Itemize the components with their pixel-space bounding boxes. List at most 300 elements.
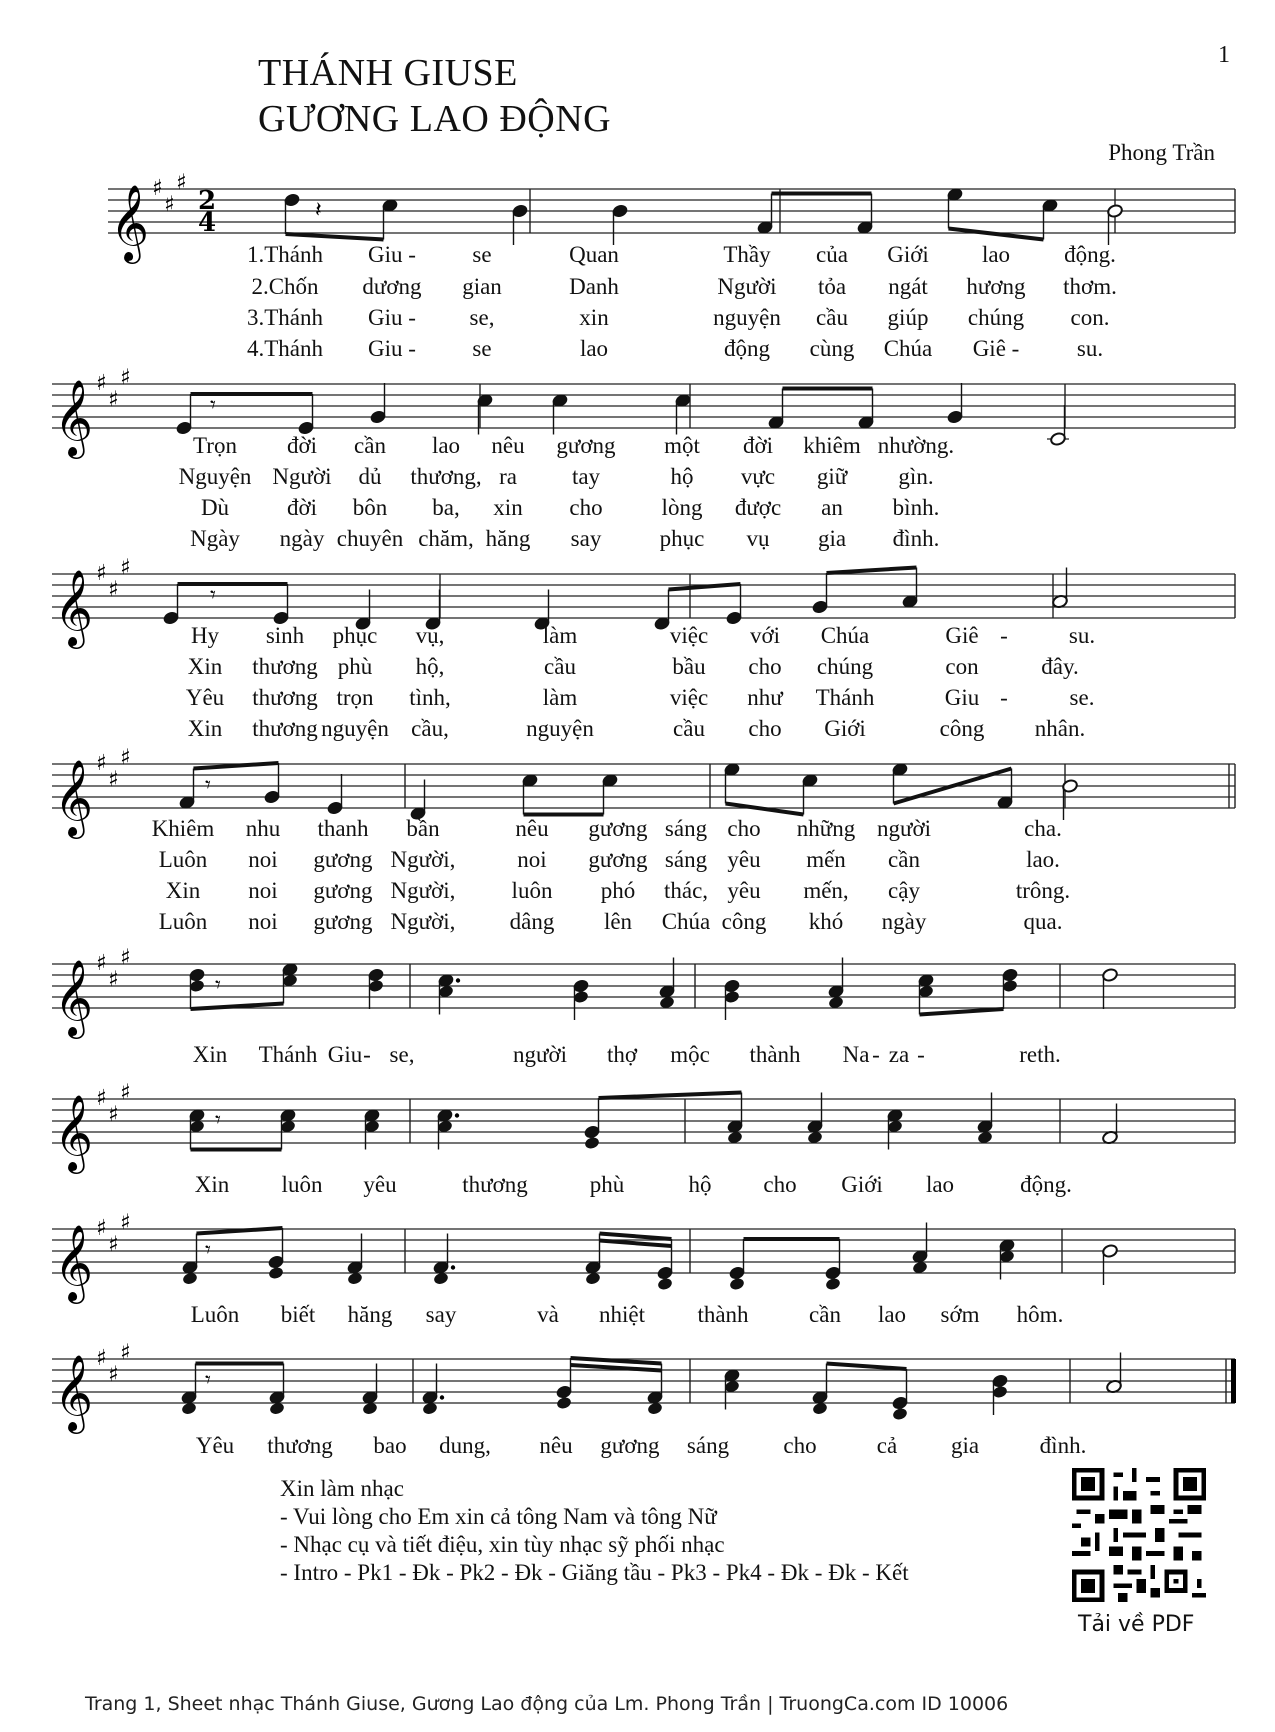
lyric-syllable: luôn xyxy=(511,878,553,903)
lyric-syllable: cho xyxy=(783,1433,817,1458)
lyric-syllable: dung, xyxy=(439,1433,491,1458)
sharp-sign: ♯ xyxy=(108,577,119,603)
lyric-syllable: lao xyxy=(925,1172,955,1197)
lyric-syllable: cần xyxy=(354,433,386,458)
lyric-syllable: phù xyxy=(589,1172,625,1197)
lyric-syllable: người xyxy=(512,1042,568,1067)
lyric-syllable: nhân. xyxy=(1034,716,1086,741)
lyric-syllable: gương xyxy=(588,816,648,841)
lyric-syllable: con. xyxy=(1070,305,1110,330)
lyric-syllable: ngày xyxy=(279,526,325,551)
qr-code[interactable] xyxy=(1072,1468,1206,1602)
lyric-syllable: 1.Thánh xyxy=(246,242,324,267)
lyric-syllable: Thánh xyxy=(258,1042,318,1067)
treble-clef: 𝄞 xyxy=(110,184,150,261)
lyric-syllable: những xyxy=(796,816,856,841)
title-line-2: GƯƠNG LAO ĐỘNG xyxy=(258,98,612,140)
lyric-syllable: chúng xyxy=(816,654,874,679)
sharp-sign: ♯ xyxy=(152,176,163,201)
lyric-line xyxy=(0,1431,1275,1461)
lyric-syllable: se, xyxy=(469,305,495,330)
lyric-syllable: tay xyxy=(571,464,601,489)
lyric-syllable: Xin xyxy=(187,654,223,679)
lyric-syllable: vụ xyxy=(746,526,770,551)
performance-notes xyxy=(280,1475,909,1587)
lyric-syllable: - xyxy=(917,1042,925,1067)
lyric-syllable: say xyxy=(425,1302,457,1327)
lyric-syllable: một xyxy=(664,433,700,458)
lyric-line xyxy=(0,272,1275,302)
lyric-syllable: gương xyxy=(313,878,373,903)
lyric-syllable: Giu - xyxy=(368,242,416,267)
lyric-syllable: dâng xyxy=(509,909,555,934)
lyric-syllable: Nguyện xyxy=(178,464,252,489)
lyric-syllable: reth. xyxy=(1019,1042,1061,1067)
lyric-syllable: Chúa xyxy=(883,336,933,361)
lyric-syllable: khó xyxy=(808,909,844,934)
lyric-syllable: hôm. xyxy=(1016,1302,1064,1327)
lyric-syllable: giúp xyxy=(887,305,929,330)
lyric-syllable: dủ xyxy=(358,464,382,489)
lyric-syllable: tình, xyxy=(409,685,451,710)
composer: Phong Trần xyxy=(1108,140,1215,165)
beam xyxy=(726,804,804,815)
lyric-syllable: - xyxy=(1000,623,1008,648)
lyric-syllable: Chúa xyxy=(820,623,870,648)
lyric-syllable: đây. xyxy=(1041,654,1079,679)
beam xyxy=(600,1234,672,1240)
lyric-syllable: phù xyxy=(337,654,373,679)
beam xyxy=(600,1241,672,1247)
lyric-syllable: cần xyxy=(888,847,920,872)
lyric-line xyxy=(0,845,1275,875)
sharp-sign: ♯ xyxy=(108,1232,119,1258)
note-head xyxy=(268,1266,285,1281)
lyric-syllable: Giu - xyxy=(368,305,416,330)
beam xyxy=(949,229,1044,240)
lyric-line xyxy=(0,1040,1275,1070)
lyric-syllable: cậy xyxy=(888,878,920,903)
notes-item: - Nhạc cụ và tiết điệu, xin tùy nhạc sỹ phối nhạc xyxy=(280,1532,725,1557)
lyric-syllable: yêu xyxy=(727,878,761,903)
lyric-syllable: bình. xyxy=(892,495,940,520)
sharp-sign: ♯ xyxy=(96,951,107,976)
eighth-rest: 𝄾 xyxy=(210,583,216,608)
note-head xyxy=(825,1277,842,1292)
lyric-syllable: cầu xyxy=(544,654,576,679)
lyric-line xyxy=(0,1300,1275,1330)
lyric-syllable: Na xyxy=(842,1042,870,1067)
lyric-syllable: việc xyxy=(669,685,709,710)
lyric-syllable: thương xyxy=(252,685,318,710)
sharp-sign: ♯ xyxy=(96,1346,107,1371)
lyric-syllable: Người, xyxy=(390,909,456,934)
lyric-syllable: thương xyxy=(267,1433,333,1458)
treble-clef: 𝄞 xyxy=(54,569,94,646)
lyric-syllable: nêu xyxy=(539,1433,573,1458)
treble-clef: 𝄞 xyxy=(54,1224,94,1301)
dot xyxy=(440,1395,444,1399)
lyric-syllable: làm xyxy=(542,685,578,710)
lyric-syllable: phó xyxy=(600,878,636,903)
eighth-rest: 𝄾 xyxy=(215,1108,221,1133)
lyric-syllable: cầu xyxy=(673,716,705,741)
lyric-syllable: đình. xyxy=(1039,1433,1087,1458)
lyric-syllable: thương xyxy=(252,716,318,741)
treble-clef: 𝄞 xyxy=(54,759,94,836)
lyric-syllable: 3.Thánh xyxy=(246,305,324,330)
lyric-syllable: Người, xyxy=(390,847,456,872)
lyric-line xyxy=(0,303,1275,333)
lyric-syllable: cha. xyxy=(1024,816,1062,841)
lyric-syllable: Giới xyxy=(887,242,929,267)
lyric-syllable: nhiệt xyxy=(599,1302,645,1327)
lyric-syllable: nguyện xyxy=(526,716,594,741)
lyric-syllable: sáng xyxy=(664,816,708,841)
lyric-syllable: đời xyxy=(286,433,318,458)
lyric-syllable: trọn xyxy=(336,685,374,710)
lyric-syllable: say xyxy=(570,526,602,551)
staff xyxy=(50,1075,1235,1175)
sharp-sign: ♯ xyxy=(108,967,119,993)
lyric-syllable: nguyện xyxy=(713,305,781,330)
lyric-syllable: Luôn xyxy=(158,847,208,872)
treble-clef: 𝄞 xyxy=(54,1354,94,1431)
lyric-syllable: ba, xyxy=(432,495,460,520)
beam xyxy=(827,1364,907,1370)
eighth-rest: 𝄾 xyxy=(205,1238,211,1263)
lyric-syllable: việc xyxy=(669,623,709,648)
note-head xyxy=(892,1407,909,1422)
lyric-syllable: cùng xyxy=(809,336,855,361)
lyric-syllable: hăng xyxy=(485,526,531,551)
note-head xyxy=(729,1277,746,1292)
sharp-sign: ♯ xyxy=(120,1340,131,1366)
lyric-syllable: Yêu xyxy=(185,685,225,710)
lyric-syllable: Người xyxy=(272,464,332,489)
lyric-line xyxy=(0,814,1275,844)
lyric-syllable: Ngày xyxy=(190,526,240,551)
lyric-syllable: - xyxy=(363,1042,371,1067)
lyric-syllable: và xyxy=(537,1302,559,1327)
lyric-syllable: hộ, xyxy=(415,654,445,679)
note-head xyxy=(584,1136,601,1151)
lyric-syllable: vực xyxy=(740,464,776,489)
lyric-syllable: chúng xyxy=(967,305,1025,330)
lyric-syllable: noi xyxy=(248,909,278,934)
lyric-syllable: gương xyxy=(600,1433,660,1458)
notes-item: - Intro - Pk1 - Đk - Pk2 - Đk - Giăng tầu - Pk3 - Pk4 - Đk - Đk - Kết xyxy=(280,1560,909,1585)
lyric-line xyxy=(0,1170,1275,1200)
beam xyxy=(599,1093,742,1099)
lyric-syllable: cho xyxy=(727,816,761,841)
sharp-sign: ♯ xyxy=(96,561,107,586)
lyric-line xyxy=(0,240,1275,270)
sharp-sign: ♯ xyxy=(164,192,175,218)
lyric-line xyxy=(0,493,1275,523)
lyric-syllable: - xyxy=(1000,685,1008,710)
lyric-syllable: với xyxy=(749,623,781,648)
lyric-syllable: Giu xyxy=(944,685,980,710)
download-pdf-link[interactable]: Tải về PDF xyxy=(1078,1612,1195,1637)
lyric-syllable: lao xyxy=(981,242,1011,267)
lyric-syllable: phục xyxy=(659,526,705,551)
lyric-syllable: thợ xyxy=(606,1042,638,1067)
lyric-syllable: động. xyxy=(1020,1172,1072,1197)
lyric-syllable: cầu, xyxy=(411,716,449,741)
lyric-syllable: nêu xyxy=(491,433,525,458)
lyric-syllable: chăm, xyxy=(418,526,474,551)
lyric-syllable: yêu xyxy=(727,847,761,872)
staff-system xyxy=(50,1335,1235,1435)
lyric-syllable: lao xyxy=(877,1302,907,1327)
eighth-rest: 𝄾 xyxy=(215,973,221,998)
treble-clef: 𝄞 xyxy=(54,1094,94,1171)
staff-system xyxy=(50,940,1235,1040)
sharp-sign: ♯ xyxy=(96,1216,107,1241)
lyric-syllable: thương, xyxy=(410,464,482,489)
lyric-syllable: chuyên xyxy=(336,526,404,551)
note-head xyxy=(657,1277,674,1292)
lyric-syllable: như xyxy=(747,685,783,710)
dot xyxy=(455,1113,459,1117)
lyric-syllable: za xyxy=(888,1042,910,1067)
title-line-1: THÁNH GIUSE xyxy=(258,52,518,94)
lyric-syllable: se. xyxy=(1069,685,1095,710)
eighth-rest: 𝄾 xyxy=(210,393,216,418)
lyric-syllable: Xin xyxy=(194,1172,230,1197)
lyric-syllable: vụ, xyxy=(415,623,445,648)
lyric-syllable: thác, xyxy=(663,878,709,903)
staff xyxy=(50,940,1235,1040)
time-signature-top: 2 xyxy=(198,186,217,216)
lyric-syllable: nhường. xyxy=(877,433,955,458)
eighth-rest: 𝄽 xyxy=(315,198,322,223)
lyric-syllable: xin xyxy=(493,495,523,520)
time-signature-bottom: 4 xyxy=(198,208,217,238)
lyric-syllable: gương xyxy=(313,847,373,872)
lyric-syllable: Dù xyxy=(200,495,230,520)
page-footer: Trang 1, Sheet nhạc Thánh Giuse, Gương Lao động của Lm. Phong Trần | TruongCa.com ID 10006 xyxy=(85,1693,1009,1715)
staff xyxy=(50,1205,1235,1305)
lyric-syllable: công xyxy=(721,909,767,934)
lyric-syllable: Giê - xyxy=(972,336,1020,361)
lyric-line xyxy=(0,462,1275,492)
sharp-sign: ♯ xyxy=(96,751,107,776)
dot xyxy=(456,978,460,982)
sharp-sign: ♯ xyxy=(120,745,131,771)
lyric-syllable: gia xyxy=(817,526,847,551)
lyric-syllable: ngày xyxy=(881,909,927,934)
beam xyxy=(920,1009,1004,1015)
beam xyxy=(827,568,917,574)
sharp-sign: ♯ xyxy=(120,945,131,971)
lyric-syllable: Giu - xyxy=(368,336,416,361)
lyric-syllable: gương xyxy=(313,909,373,934)
sharp-sign: ♯ xyxy=(176,170,187,196)
lyric-syllable: bao xyxy=(373,1433,407,1458)
lyric-syllable: thơm. xyxy=(1063,274,1117,299)
lyric-syllable: ngát xyxy=(888,274,928,299)
lyric-syllable: luôn xyxy=(281,1172,323,1197)
lyric-syllable: thanh xyxy=(317,816,369,841)
lyric-syllable: Khiêm xyxy=(151,816,215,841)
lyric-syllable: gia xyxy=(950,1433,980,1458)
lyric-line xyxy=(0,876,1275,906)
lyric-syllable: cầu xyxy=(816,305,848,330)
lyric-syllable: sáng xyxy=(664,847,708,872)
lyric-syllable: Danh xyxy=(569,274,619,299)
lyric-syllable: an xyxy=(821,495,843,520)
lyric-syllable: noi xyxy=(248,878,278,903)
lyric-syllable: Quan xyxy=(569,242,619,267)
lyric-syllable: lao xyxy=(579,336,609,361)
lyric-syllable: sinh xyxy=(265,623,305,648)
lyric-syllable: gian xyxy=(462,274,502,299)
lyric-syllable: lòng xyxy=(661,495,703,520)
final-bar-line xyxy=(1231,1359,1236,1403)
eighth-rest: 𝄾 xyxy=(205,1368,211,1393)
sharp-sign: ♯ xyxy=(120,365,131,391)
lyric-syllable: hương xyxy=(966,274,1026,299)
lyric-syllable: tỏa xyxy=(817,274,847,299)
lyric-syllable: thành xyxy=(749,1042,801,1067)
staff-system xyxy=(50,1205,1235,1305)
lyric-syllable: su. xyxy=(1076,336,1104,361)
lyric-syllable: bôn xyxy=(352,495,388,520)
lyric-syllable: hộ xyxy=(670,464,694,489)
lyric-syllable: động xyxy=(724,336,770,361)
lyric-syllable: qua. xyxy=(1023,909,1063,934)
lyric-syllable: phục xyxy=(332,623,378,648)
lyric-syllable: mộc xyxy=(670,1042,710,1067)
staff xyxy=(50,1335,1235,1435)
lyric-syllable: Giới xyxy=(841,1172,883,1197)
lyric-syllable: Luôn xyxy=(158,909,208,934)
lyric-syllable: dương xyxy=(362,274,422,299)
lyric-syllable: Giới xyxy=(824,716,866,741)
lyric-syllable: Xin xyxy=(192,1042,228,1067)
lyric-syllable: yêu xyxy=(363,1172,397,1197)
lyric-syllable: Luôn xyxy=(190,1302,240,1327)
lyric-line xyxy=(0,621,1275,651)
song-title xyxy=(258,50,611,142)
lyric-syllable: su. xyxy=(1068,623,1096,648)
lyric-syllable: Trọn xyxy=(193,433,237,458)
notes-item: - Vui lòng cho Em xin cả tông Nam và tông Nữ xyxy=(280,1504,717,1529)
lyric-line xyxy=(0,683,1275,713)
lyric-syllable: hăng xyxy=(347,1302,393,1327)
lyric-syllable: đình. xyxy=(892,526,940,551)
lyric-syllable: được xyxy=(734,495,782,520)
lyric-syllable: Hy xyxy=(190,623,220,648)
lyric-syllable: se, xyxy=(389,1042,415,1067)
sharp-sign: ♯ xyxy=(108,387,119,413)
lyric-syllable: con xyxy=(945,654,979,679)
lyric-syllable: sớm xyxy=(940,1302,980,1327)
lyric-syllable: se xyxy=(472,336,492,361)
lyric-syllable: hộ xyxy=(688,1172,712,1197)
lyric-line xyxy=(0,431,1275,461)
lyric-syllable: mến xyxy=(806,847,846,872)
lyric-syllable: xin xyxy=(579,305,609,330)
lyric-syllable: Xin xyxy=(187,716,223,741)
lyric-syllable: Giu xyxy=(327,1042,363,1067)
treble-clef: 𝄞 xyxy=(54,379,94,456)
sharp-sign: ♯ xyxy=(108,767,119,793)
lyric-syllable: nguyện xyxy=(321,716,389,741)
lyric-syllable: đời xyxy=(286,495,318,520)
lyric-syllable: mến, xyxy=(803,878,849,903)
lyric-syllable: Yêu xyxy=(195,1433,235,1458)
lyric-syllable: thương xyxy=(462,1172,528,1197)
lyric-syllable: trông. xyxy=(1015,878,1071,903)
note-head xyxy=(556,1396,573,1411)
sharp-sign: ♯ xyxy=(120,1080,131,1106)
sharp-sign: ♯ xyxy=(120,1210,131,1236)
sharp-sign: ♯ xyxy=(96,1086,107,1111)
lyric-syllable: của xyxy=(816,242,848,267)
sharp-sign: ♯ xyxy=(120,555,131,581)
lyric-syllable: Giê xyxy=(945,623,979,648)
lyric-syllable: bầu xyxy=(672,654,706,679)
lyric-syllable: công xyxy=(939,716,985,741)
sharp-sign: ♯ xyxy=(108,1102,119,1128)
lyric-syllable: ra xyxy=(499,464,517,489)
lyric-syllable: - xyxy=(872,1042,880,1067)
lyric-syllable: cho xyxy=(763,1172,797,1197)
sharp-sign: ♯ xyxy=(108,1362,119,1388)
lyric-syllable: Thánh xyxy=(815,685,875,710)
lyric-syllable: gương xyxy=(556,433,616,458)
notes-heading: Xin làm nhạc xyxy=(280,1476,404,1501)
lyric-syllable: Thầy xyxy=(723,242,771,267)
lyric-syllable: gìn. xyxy=(898,464,934,489)
lyric-syllable: thương xyxy=(252,654,318,679)
eighth-rest: 𝄾 xyxy=(205,773,211,798)
lyric-syllable: noi xyxy=(248,847,278,872)
lyric-syllable: động. xyxy=(1064,242,1116,267)
lyric-syllable: thành xyxy=(697,1302,749,1327)
beam xyxy=(286,234,384,240)
lyric-syllable: đời xyxy=(742,433,774,458)
lyric-syllable: lao xyxy=(431,433,461,458)
lyric-syllable: làm xyxy=(542,623,578,648)
lyric-syllable: lên xyxy=(603,909,633,934)
lyric-syllable: lao. xyxy=(1026,847,1060,872)
lyric-syllable: Người xyxy=(717,274,777,299)
sharp-sign: ♯ xyxy=(96,371,107,396)
lyric-syllable: giữ xyxy=(816,464,848,489)
lyric-line xyxy=(0,652,1275,682)
lyric-syllable: sáng xyxy=(686,1433,730,1458)
lyric-syllable: 4.Thánh xyxy=(246,336,324,361)
lyric-syllable: noi xyxy=(517,847,547,872)
lyric-syllable: nhu xyxy=(245,816,281,841)
treble-clef: 𝄞 xyxy=(54,959,94,1036)
page-number: 1 xyxy=(1218,42,1230,68)
lyric-syllable: Người, xyxy=(390,878,456,903)
lyric-syllable: nêu xyxy=(515,816,549,841)
lyric-syllable: Chúa xyxy=(661,909,711,934)
lyric-syllable: Xin xyxy=(165,878,201,903)
lyric-syllable: bần xyxy=(406,816,440,841)
lyric-syllable: se xyxy=(472,242,492,267)
lyric-syllable: cho xyxy=(748,716,782,741)
lyric-syllable: cho xyxy=(748,654,782,679)
lyric-syllable: 2.Chốn xyxy=(251,274,319,299)
lyric-syllable: biết xyxy=(280,1302,316,1327)
